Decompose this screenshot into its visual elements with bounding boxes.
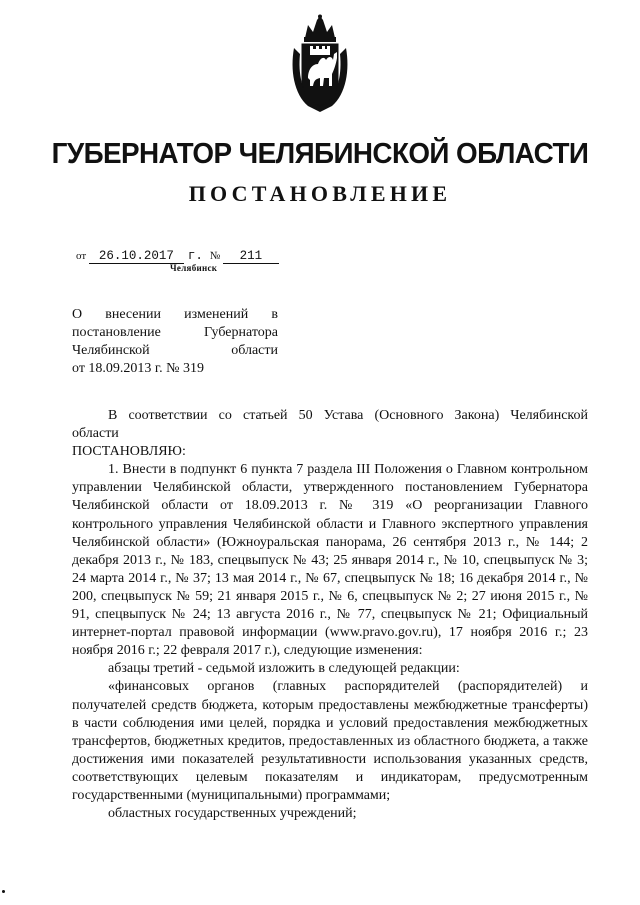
from-label: от — [76, 250, 87, 262]
paragraph-instruction: абзацы третий - седьмой изложить в следующей редакции: — [108, 661, 460, 677]
subject-line: постановление Губернатора — [72, 325, 278, 340]
paragraph-new-wording: «финансовых органов (главных распорядителей (распорядителей) и получателей средств бюджета, которым предоставлены межбюджетные трансферты) в части соблюдения ими целей, порядка и условий предоставления межбюджетных трансфертов, бюджетных кредитов, предоставленных из областного бюджета, а также достижения ими показателей результативности использования указанных средств, соответствующих целевым показателям и индикаторам, предусмотренным государственными (муниципальными) программами; — [72, 679, 588, 803]
number-label: № — [209, 250, 221, 262]
intro-paragraph-line: В соответствии со статьей 50 Устава (Основного Закона) Челябинской — [108, 408, 588, 423]
decree-subject — [72, 306, 278, 378]
resolve-heading: ПОСТАНОВЛЯЮ: — [72, 444, 186, 460]
decree-number: 211 — [223, 250, 279, 264]
document-authority-title: ГУБЕРНАТОР ЧЕЛЯБИНСКОЙ ОБЛАСТИ — [51, 138, 589, 170]
coat-of-arms-icon — [288, 14, 352, 114]
scan-speck — [2, 890, 5, 893]
decree-body — [72, 407, 588, 823]
subject-line: Челябинской области — [72, 343, 278, 358]
subject-line: от 18.09.2013 г. № 319 — [72, 361, 204, 376]
year-suffix: г. — [187, 249, 203, 263]
document-type-title: ПОСТАНОВЛЕНИЕ — [188, 181, 452, 206]
paragraph-institutions: областных государственных учреждений; — [108, 806, 357, 822]
subject-line: О внесении изменений в — [72, 307, 278, 322]
decree-date-line — [76, 249, 279, 264]
decree-date: 26.10.2017 — [89, 250, 184, 264]
paragraph-amendment: 1. Внести в подпункт 6 пункта 7 раздела III Положения о Главном контрольном управлении Челябинской области, утвержденного постановлением Губернатора Челябинской области от 18.09.2013 г. № 319 «О реорганизации Главного контрольного управления Челябинской области и Главного экспертного управления Челябинской области» (Южноуральская панорама, 26 сентября 2013 г., № 144; 2 декабря 2013 г., № 183, спецвыпуск № 43; 25 января 2014 г., № 10, спецвыпуск № 3; 24 марта 2014 г., № 37; 13 мая 2014 г., № 67, спецвыпуск № 18; 16 декабря 2014 г., № 200, спецвыпуск № 59; 21 января 2015 г., № 6, спецвыпуск № 2; 27 июня 2015 г., № 91, спецвыпуск № 24; 13 августа 2016 г., № 77, спецвыпуск № 21; Официальный интернет-портал правовой информации (www.pravo.gov.ru), 17 ноября 2016 г.; 23 ноября 2016 г.; 22 февраля 2017 г.), следующие изменения: — [72, 462, 588, 659]
decree-city: Челябинск — [170, 263, 218, 273]
intro-paragraph-end: области — [72, 426, 119, 442]
